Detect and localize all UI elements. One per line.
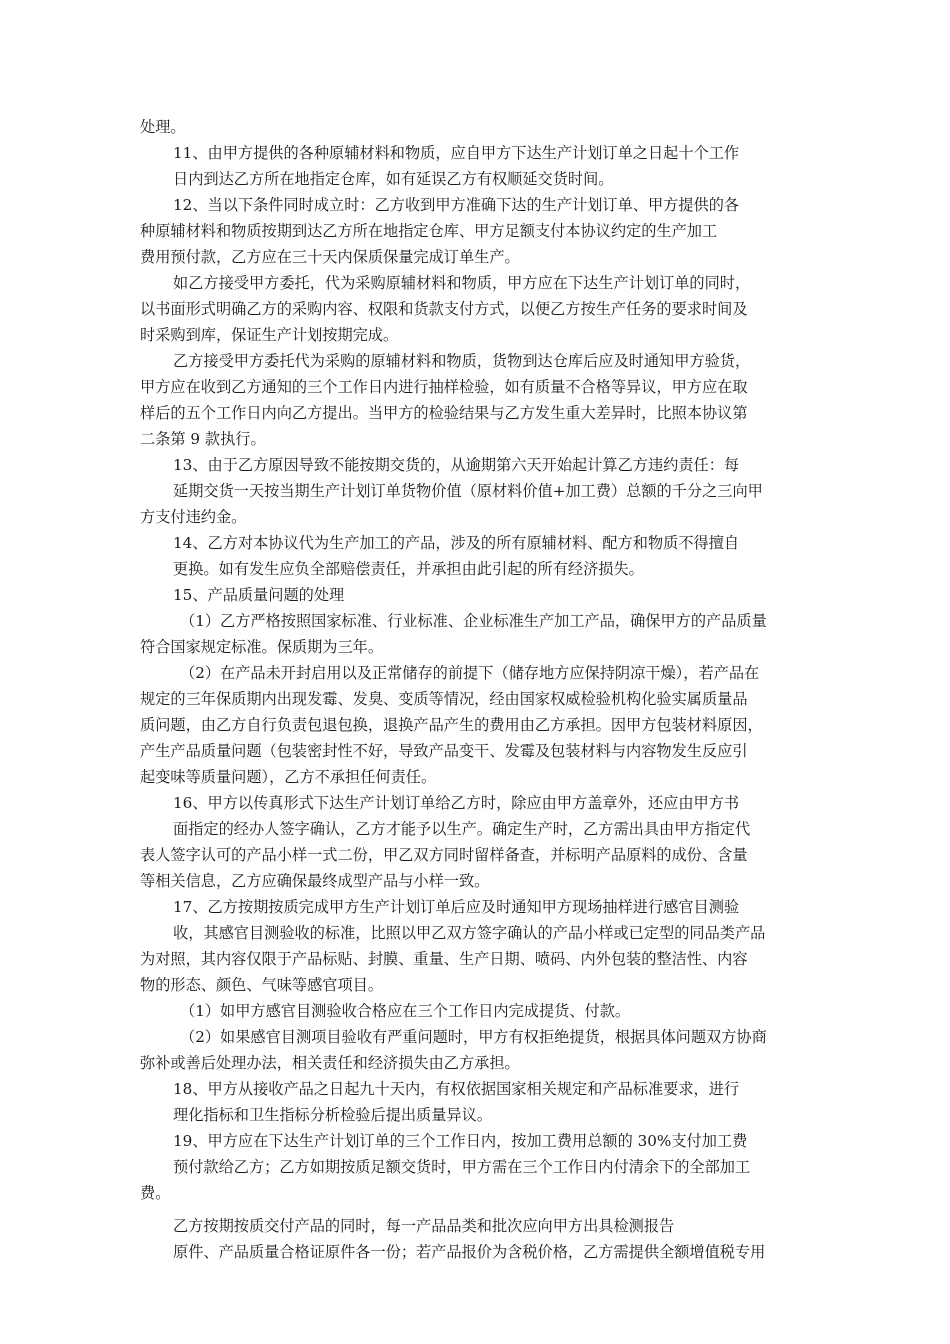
text-line: 为对照，其内容仅限于产品标贴、封膜、重量、生产日期、喷码、内外包装的整洁性、内容 [140,950,748,968]
text-line: 更换。如有发生应负全部赔偿责任，并承担由此引起的所有经济损失。 [173,560,644,578]
subclause-2: （2）如果感官目测项目验收有严重问题时，甲方有权拒绝提货，根据具体问题双方协商 [180,1028,767,1046]
text-line: 延期交货一天按当期生产计划订单货物价值（原材料价值+加工费）总额的千分之三向甲 [173,482,763,500]
clause-19-heading: 19、甲方应在下达生产计划订单的三个工作日内，按加工费用总额的 30%支付加工费 [173,1132,748,1150]
text-line: 费用预付款，乙方应在三十天内保质保量完成订单生产。 [140,248,520,266]
text-line: 起变味等质量问题），乙方不承担任何责任。 [140,768,437,786]
text-line: 等相关信息，乙方应确保最终成型产品与小样一致。 [140,872,490,890]
clause-16-heading: 16、甲方以传真形式下达生产计划订单给乙方时，除应由甲方盖章外，还应由甲方书 [173,794,740,812]
text-line: 费。 [140,1184,171,1202]
text-line: 收，其感官目测验收的标准，比照以甲乙双方签字确认的产品小样或已定型的同品类产品 [173,924,766,942]
text-line: 表人签字认可的产品小样一式二份，甲乙双方同时留样备查，并标明产品原料的成份、含量 [140,846,748,864]
text-line: 日内到达乙方所在地指定仓库，如有延误乙方有权顺延交货时间。 [173,170,614,188]
subclause-1: （1）如甲方感官目测验收合格应在三个工作日内完成提货、付款。 [180,1002,631,1020]
paragraph-start: 如乙方接受甲方委托，代为采购原辅材料和物质，甲方应在下达生产计划订单的同时， [173,274,751,292]
text-line: 规定的三年保质期内出现发霉、发臭、变质等情况，经由国家权威检验机构化验实属质量品 [140,690,748,708]
text-line: 时采购到库，保证生产计划按期完成。 [140,326,399,344]
paragraph-start: 乙方接受甲方委托代为采购的原辅材料和物质，货物到达仓库后应及时通知甲方验货， [173,352,751,370]
text-line: 处理。 [140,118,186,136]
text-line: 符合国家规定标准。保质期为三年。 [140,638,383,656]
text-line: 质问题，由乙方自行负责包退包换，退换产品产生的费用由乙方承担。因甲方包装材料原因， [140,716,763,734]
text-line: 原件、产品质量合格证原件各一份；若产品报价为含税价格，乙方需提供全额增值税专用 [173,1243,766,1261]
text-line: 二条第 9 款执行。 [140,430,266,448]
subclause-2: （2）在产品未开封启用以及正常储存的前提下（储存地方应保持阴凉干燥），若产品在 [180,664,760,682]
text-line: 预付款给乙方；乙方如期按质足额交货时，甲方需在三个工作日内付清余下的全部加工 [173,1158,751,1176]
text-line: 物的形态、颜色、气味等感官项目。 [140,976,383,994]
text-line: 甲方应在收到乙方通知的三个工作日内进行抽样检验，如有质量不合格等异议，甲方应在取 [140,378,748,396]
text-line: 样后的五个工作日内向乙方提出。当甲方的检验结果与乙方发生重大差异时，比照本协议第 [140,404,748,422]
text-line: 以书面形式明确乙方的采购内容、权限和货款支付方式，以便乙方按生产任务的要求时间及 [140,300,748,318]
text-line: 弥补或善后处理办法，相关责任和经济损失由乙方承担。 [140,1054,520,1072]
clause-11-heading: 11、由甲方提供的各种原辅材料和物质，应自甲方下达生产计划订单之日起十个工作 [173,144,740,162]
text-line: 方支付违约金。 [140,508,247,526]
paragraph-start: 乙方按期按质交付产品的同时，每一产品品类和批次应向甲方出具检测报告 [173,1217,675,1235]
document-body [140,114,812,1265]
clause-12-heading: 12、当以下条件同时成立时：乙方收到甲方准确下达的生产计划订单、甲方提供的各 [173,196,740,214]
text-line: 种原辅材料和物质按期到达乙方所在地指定仓库、甲方足额支付本协议约定的生产加工 [140,222,718,240]
text-line: 理化指标和卫生指标分析检验后提出质量异议。 [173,1106,492,1124]
clause-17-heading: 17、乙方按期按质完成甲方生产计划订单后应及时通知甲方现场抽样进行感官目测验 [173,898,740,916]
subclause-1: （1）乙方严格按照国家标准、行业标准、企业标准生产加工产品，确保甲方的产品质量 [180,612,767,630]
text-line: 面指定的经办人签字确认，乙方才能予以生产。确定生产时，乙方需出具由甲方指定代 [173,820,751,838]
clause-18-heading: 18、甲方从接收产品之日起九十天内，有权依据国家相关规定和产品标准要求，进行 [173,1080,740,1098]
clause-13-heading: 13、由于乙方原因导致不能按期交货的，从逾期第六天开始起计算乙方违约责任：每 [173,456,740,474]
text-line: 产生产品质量问题（包装密封性不好，导致产品变干、发霉及包装材料与内容物发生反应引 [140,742,748,760]
clause-15-heading: 15、产品质量问题的处理 [173,586,345,604]
clause-14-heading: 14、乙方对本协议代为生产加工的产品，涉及的所有原辅材料、配方和物质不得擅自 [173,534,740,552]
